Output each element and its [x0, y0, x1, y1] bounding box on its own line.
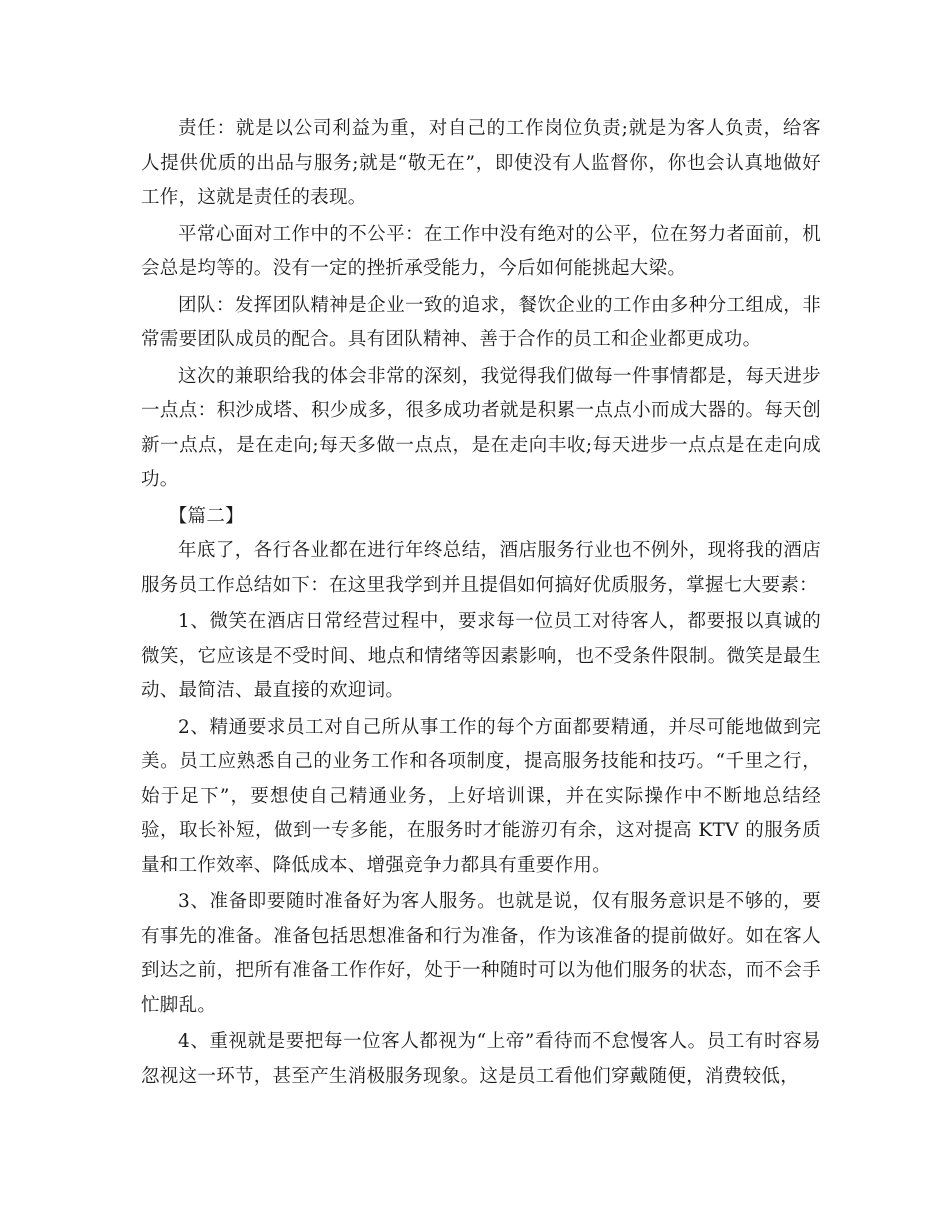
paragraph-intro: 年底了，各行各业都在进行年终总结，酒店服务行业也不例外，现将我的酒店服务员工作总结如下：在这里我学到并且提倡如何搞好优质服务，掌握七大要素： [141, 540, 821, 596]
document-body [141, 112, 821, 1094]
paragraph-reflection: 这次的兼职给我的体会非常的深刻，我觉得我们做每一件事情都是，每天进步一点点：积沙成塔、积少成多，很多成功者就是积累一点点小而成大器的。每天创新一点点，是在走向;每天多做一点点，是在走向丰收;每天进步一点点是在走向成功。 [141, 365, 821, 490]
paragraph-fairness: 平常心面对工作中的不公平：在工作中没有绝对的公平，位在努力者面前，机会总是均等的。没有一定的挫折承受能力，今后如何能挑起大梁。 [141, 223, 821, 279]
paragraph-item-attention: 4、重视就是要把每一位客人都视为“上帝”看待而不怠慢客人。员工有时容易忽视这一环节，甚至产生消极服务现象。这是员工看他们穿戴随便，消费较低， [141, 1031, 821, 1087]
paragraph-teamwork: 团队：发挥团队精神是企业一致的追求，餐饮企业的工作由多种分工组成，非常需要团队成员的配合。具有团队精神、善于合作的员工和企业都更成功。 [141, 294, 821, 350]
paragraph-responsibility: 责任：就是以公司利益为重，对自己的工作岗位负责;就是为客人负责，给客人提供优质的出品与服务;就是“敬无在”，即使没有人监督你，你也会认真地做好工作，这就是责任的表现。 [141, 118, 821, 208]
paragraph-item-proficiency: 2、精通要求员工对自己所从事工作的每个方面都要精通，并尽可能地做到完美。员工应熟悉自己的业务工作和各项制度，提高服务技能和技巧。“千里之行，始于足下”，要想使自己精通业务，上好培训课，并在实际操作中不断地总结经验，取长补短，做到一专多能，在服务时才能游刃有余，这对提高 KTV 的服务质量和工作效率、降低成本、增强竞争力都具有重要作用。 [141, 716, 821, 876]
section-heading: 【篇二】 [168, 505, 244, 527]
paragraph-item-smile: 1、微笑在酒店日常经营过程中，要求每一位员工对待客人，都要报以真诚的微笑，它应该是不受时间、地点和情绪等因素影响，也不受条件限制。微笑是最生动、最简洁、最直接的欢迎词。 [141, 611, 821, 701]
paragraph-item-preparation: 3、准备即要随时准备好为客人服务。也就是说，仅有服务意识是不够的，要有事先的准备。准备包括思想准备和行为准备，作为该准备的提前做好。如在客人到达之前，把所有准备工作作好，处于一种随时可以为他们服务的状态，而不会手忙脚乱。 [141, 891, 821, 1016]
